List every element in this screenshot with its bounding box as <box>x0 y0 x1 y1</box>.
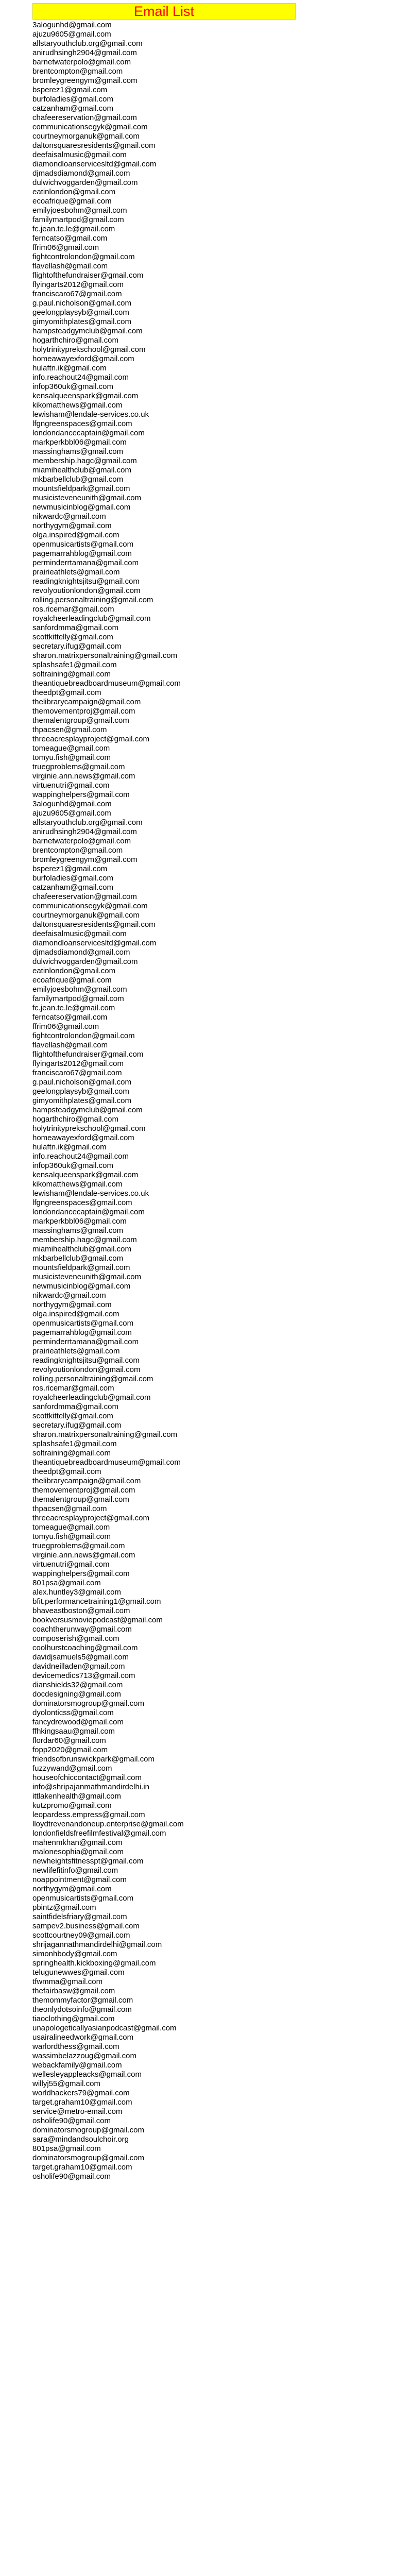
email-list-item: tomeague@gmail.com <box>32 744 110 753</box>
email-list-item: kensalqueenspark@gmail.com <box>32 392 139 400</box>
email-list-item: openmusicartists@gmail.com <box>32 540 134 549</box>
email-list-item: tiaoclothing@gmail.com <box>32 2014 115 2023</box>
email-list-item: newlifefitinfo@gmail.com <box>32 1866 118 1875</box>
email-list-item: scottcourtney09@gmail.com <box>32 1931 130 1940</box>
email-list-item: osholife90@gmail.com <box>32 2116 111 2125</box>
email-list-item: secretary.ifug@gmail.com <box>32 1421 122 1430</box>
email-list-item: composerish@gmail.com <box>32 1634 119 1643</box>
email-list-item: service@metro-email.com <box>32 2107 123 2116</box>
email-list-item: lfgngreenspaces@gmail.com <box>32 1198 132 1207</box>
email-list-item: massinghams@gmail.com <box>32 1226 124 1235</box>
email-list-item: pagemarrahblog@gmail.com <box>32 1328 132 1337</box>
email-list-item: sampev2.business@gmail.com <box>32 1922 140 1930</box>
email-list-item: g.paul.nicholson@gmail.com <box>32 299 131 308</box>
email-list-item: hulaftn.ik@gmail.com <box>32 1143 107 1151</box>
email-list-item: prairieathlets@gmail.com <box>32 1347 120 1355</box>
email-list-item: newheightsfitnesspt@gmail.com <box>32 1857 144 1866</box>
email-list-item: dyolonticss@gmail.com <box>32 1708 114 1717</box>
email-list-item: anirudhsingh2904@gmail.com <box>32 827 137 836</box>
email-list-item: gimyomithplates@gmail.com <box>32 317 131 326</box>
email-list-item: saintfidelsfriary@gmail.com <box>32 1912 127 1921</box>
email-list-item: kensalqueenspark@gmail.com <box>32 1171 139 1179</box>
email-list-item: hampsteadgymclub@gmail.com <box>32 1106 143 1114</box>
email-list-item: deefaisalmusic@gmail.com <box>32 150 127 159</box>
email-list-item: lewisham@lendale-services.co.uk <box>32 1189 149 1198</box>
email-list-item: miamihealthclub@gmail.com <box>32 1245 131 1253</box>
email-list-item: ferncatso@gmail.com <box>32 1013 108 1022</box>
email-list-item: lfgngreenspaces@gmail.com <box>32 419 132 428</box>
email-list-item: bromleygreengym@gmail.com <box>32 76 138 85</box>
email-list-item: 3alogunhd@gmail.com <box>32 21 112 29</box>
email-list-item: eatinlondon@gmail.com <box>32 188 116 196</box>
email-list-item: target.graham10@gmail.com <box>32 2098 132 2107</box>
email-list-item: openmusicartists@gmail.com <box>32 1319 134 1328</box>
email-list-item: ffrim06@gmail.com <box>32 1022 99 1031</box>
email-list-item: readingknightsjitsu@gmail.com <box>32 1356 140 1365</box>
email-list-item: coolhurstcoaching@gmail.com <box>32 1643 138 1652</box>
email-list-item: ferncatso@gmail.com <box>32 234 108 243</box>
email-list-item: pagemarrahblog@gmail.com <box>32 549 132 558</box>
email-list-item: scottkittelly@gmail.com <box>32 633 113 641</box>
email-list-item: docdesigning@gmail.com <box>32 1690 121 1699</box>
email-list-item: themovementproj@gmail.com <box>32 1486 135 1495</box>
email-list-item: telugunewwes@gmail.com <box>32 1968 125 1977</box>
email-list-item: markperkbbl06@gmail.com <box>32 438 127 447</box>
email-list-item: catzanham@gmail.com <box>32 104 113 113</box>
email-list-item: emilyjoesbohm@gmail.com <box>32 206 127 215</box>
email-list-item: tomyu.fish@gmail.com <box>32 753 111 762</box>
email-list-item: hampsteadgymclub@gmail.com <box>32 327 143 335</box>
email-list-item: readingknightsjitsu@gmail.com <box>32 577 140 586</box>
email-list-item: usairalineedwork@gmail.com <box>32 2033 134 2042</box>
email-list-item: flordar60@gmail.com <box>32 1736 106 1745</box>
email-list-item: massinghams@gmail.com <box>32 447 124 456</box>
email-list-item: burfoladies@gmail.com <box>32 874 113 883</box>
email-list-item: friendsofbrunswickpark@gmail.com <box>32 1755 154 1764</box>
email-list-item: flightofthefundraiser@gmail.com <box>32 271 144 280</box>
email-list-item: fuzzywand@gmail.com <box>32 1764 112 1773</box>
email-list-item: coachtherunway@gmail.com <box>32 1625 132 1634</box>
email-list-item: wellesleyappleacks@gmail.com <box>32 2070 142 2079</box>
email-list-item: familymartpod@gmail.com <box>32 994 124 1003</box>
email-list-item: infop360uk@gmail.com <box>32 1161 113 1170</box>
email-list-item: ajuzu9605@gmail.com <box>32 809 111 818</box>
email-list-item: bsperez1@gmail.com <box>32 865 108 873</box>
email-list-item: openmusicartists@gmail.com <box>32 1894 134 1903</box>
email-list-item: fc.jean.te.le@gmail.com <box>32 1004 115 1012</box>
email-list-item: perminderrtamana@gmail.com <box>32 1337 139 1346</box>
email-list-item: olga.inspired@gmail.com <box>32 1310 119 1318</box>
email-list-item: mountsfieldpark@gmail.com <box>32 1263 130 1272</box>
email-list-item: hulaftn.ik@gmail.com <box>32 364 107 372</box>
email-list-item: willyj55@gmail.com <box>32 2079 100 2088</box>
email-list-item: communicationsegyk@gmail.com <box>32 902 148 910</box>
email-list-item: devicemedics713@gmail.com <box>32 1671 135 1680</box>
email-list-item: splashsafe1@gmail.com <box>32 660 117 669</box>
email-list-item: chafeereservation@gmail.com <box>32 113 137 122</box>
email-list-item: truegproblems@gmail.com <box>32 762 125 771</box>
email-list-item: scottkittelly@gmail.com <box>32 1412 113 1420</box>
email-list-item: wappinghelpers@gmail.com <box>32 1569 130 1578</box>
email-list-item: malonesophia@gmail.com <box>32 1848 124 1856</box>
email-list-item: houseofchiccontact@gmail.com <box>32 1773 142 1782</box>
email-list-item: kikomatthews@gmail.com <box>32 401 123 410</box>
email-list-item: virtuenutri@gmail.com <box>32 1560 110 1569</box>
email-list-item: dulwichvoggarden@gmail.com <box>32 178 138 187</box>
email-list-item: pbintz@gmail.com <box>32 1903 96 1912</box>
email-list-item: miamihealthclub@gmail.com <box>32 466 131 474</box>
email-list <box>32 21 341 2181</box>
email-list-item: eatinlondon@gmail.com <box>32 967 116 975</box>
email-list-item: thpacsen@gmail.com <box>32 1504 107 1513</box>
email-list-item: ajuzu9605@gmail.com <box>32 30 111 39</box>
email-list-item: dominatorsmogroup@gmail.com <box>32 2126 144 2134</box>
email-list-item: royalcheerleadingclub@gmail.com <box>32 614 151 623</box>
email-list-item: brentcompton@gmail.com <box>32 846 123 855</box>
email-list-item: davidneilladen@gmail.com <box>32 1662 125 1671</box>
email-list-item: holytrinityprekschool@gmail.com <box>32 345 146 354</box>
email-list-item: franciscaro67@gmail.com <box>32 1069 122 1077</box>
email-list-item: themovementproj@gmail.com <box>32 707 135 716</box>
email-list-item: shrijagannathmandirdelhi@gmail.com <box>32 1940 162 1949</box>
email-list-item: unapologeticallyasianpodcast@gmail.com <box>32 2024 177 2032</box>
email-list-item: info@shripajanmathmandirdelhi.in <box>32 1783 150 1791</box>
email-list-item: bsperez1@gmail.com <box>32 86 108 94</box>
email-list-item: homeawayexford@gmail.com <box>32 1133 134 1142</box>
email-list-item: sharon.matrixpersonaltraining@gmail.com <box>32 1430 178 1439</box>
email-list-item: thefairbasw@gmail.com <box>32 1987 115 1995</box>
email-list-item: lloydtrevenandoneup.enterprise@gmail.com <box>32 1820 184 1828</box>
email-list-item: newmusicinblog@gmail.com <box>32 1282 131 1291</box>
email-list-item: emilyjoesbohm@gmail.com <box>32 985 127 994</box>
email-list-item: thelibrarycampaign@gmail.com <box>32 1477 141 1485</box>
email-list-item: anirudhsingh2904@gmail.com <box>32 48 137 57</box>
email-list-item: dianshields32@gmail.com <box>32 1681 123 1689</box>
email-list-item: prairieathlets@gmail.com <box>32 568 120 577</box>
email-list-item: brentcompton@gmail.com <box>32 67 123 76</box>
email-list-item: fopp2020@gmail.com <box>32 1745 108 1754</box>
email-list-item: threeacresplayproject@gmail.com <box>32 735 149 743</box>
email-list-item: dulwichvoggarden@gmail.com <box>32 957 138 966</box>
email-list-item: lewisham@lendale-services.co.uk <box>32 410 149 419</box>
email-list-item: ros.ricemar@gmail.com <box>32 605 114 614</box>
email-list-item: hogarthchiro@gmail.com <box>32 1115 118 1124</box>
email-list-item: 3alogunhd@gmail.com <box>32 800 112 808</box>
email-list-item: virginie.ann.news@gmail.com <box>32 1551 135 1560</box>
email-list-item: londondancecaptain@gmail.com <box>32 429 145 437</box>
email-list-item: burfoladies@gmail.com <box>32 95 113 104</box>
email-list-item: simonhbody@gmail.com <box>32 1950 117 1958</box>
email-list-item: flyingarts2012@gmail.com <box>32 280 124 289</box>
email-list-item: mkbarbellclub@gmail.com <box>32 475 124 484</box>
email-list-item: alex.huntley3@gmail.com <box>32 1588 121 1597</box>
email-list-item: franciscaro67@gmail.com <box>32 290 122 298</box>
email-list-item: homeawayexford@gmail.com <box>32 354 134 363</box>
email-list-item: info.reachout24@gmail.com <box>32 373 129 382</box>
email-list-item: tfwmma@gmail.com <box>32 1977 103 1986</box>
email-list-item: tomyu.fish@gmail.com <box>32 1532 111 1541</box>
email-list-item: 801psa@gmail.com <box>32 1579 101 1587</box>
email-list-item: noappointment@gmail.com <box>32 1875 127 1884</box>
email-list-item: fc.jean.te.le@gmail.com <box>32 225 115 233</box>
email-list-item: djmadsdiamond@gmail.com <box>32 169 130 178</box>
email-list-item: themommyfactor@gmail.com <box>32 1996 133 2005</box>
email-list-item: secretary.ifug@gmail.com <box>32 642 122 651</box>
page-title: Email List <box>133 3 195 19</box>
email-list-item: sanfordmma@gmail.com <box>32 1402 118 1411</box>
email-list-item: barnetwaterpolo@gmail.com <box>32 58 131 66</box>
email-list-item: ecoafrique@gmail.com <box>32 197 112 206</box>
email-list-item: bookversusmoviepodcast@gmail.com <box>32 1616 163 1624</box>
email-list-item: warlordthess@gmail.com <box>32 2042 119 2051</box>
email-list-item: londonfieldsfreefilmfestival@gmail.com <box>32 1829 166 1838</box>
email-list-item: kutzpromo@gmail.com <box>32 1801 112 1810</box>
email-list-item: northygym@gmail.com <box>32 1885 112 1893</box>
email-list-item: membership.hagc@gmail.com <box>32 1235 137 1244</box>
email-list-item: rolling.personaltraining@gmail.com <box>32 596 153 604</box>
email-list-header <box>32 3 296 20</box>
email-list-item: markperkbbl06@gmail.com <box>32 1217 127 1226</box>
email-list-item: theantiquebreadboardmuseum@gmail.com <box>32 679 181 688</box>
email-list-item: geelongplaysyb@gmail.com <box>32 308 129 317</box>
email-list-item: sharon.matrixpersonaltraining@gmail.com <box>32 651 178 660</box>
email-list-item: target.graham10@gmail.com <box>32 2163 132 2172</box>
email-list-item: rolling.personaltraining@gmail.com <box>32 1375 153 1383</box>
email-list-item: courtneymorganuk@gmail.com <box>32 132 140 141</box>
email-list-item: allstaryouthclub.org@gmail.com <box>32 818 143 827</box>
email-list-item: revolyoutionlondon@gmail.com <box>32 586 141 595</box>
email-list-item: themalentgroup@gmail.com <box>32 1495 129 1504</box>
email-list-item: mahenmkhan@gmail.com <box>32 1838 123 1847</box>
email-list-item: mountsfieldpark@gmail.com <box>32 484 130 493</box>
email-list-item: leopardess.empress@gmail.com <box>32 1810 145 1819</box>
email-list-item: mkbarbellclub@gmail.com <box>32 1254 124 1263</box>
email-list-item: 801psa@gmail.com <box>32 2144 101 2153</box>
email-list-item: springhealth.kickboxing@gmail.com <box>32 1959 156 1968</box>
email-list-item: courtneymorganuk@gmail.com <box>32 911 140 920</box>
email-list-item: dominatorsmogroup@gmail.com <box>32 1699 144 1708</box>
email-list-item: fightcontrolondon@gmail.com <box>32 252 135 261</box>
email-list-item: gimyomithplates@gmail.com <box>32 1096 131 1105</box>
email-list-item: g.paul.nicholson@gmail.com <box>32 1078 131 1087</box>
email-list-item: wappinghelpers@gmail.com <box>32 790 130 799</box>
email-list-item: chafeereservation@gmail.com <box>32 892 137 901</box>
email-list-item: infop360uk@gmail.com <box>32 382 113 391</box>
email-list-item: theedpt@gmail.com <box>32 1467 101 1476</box>
email-list-item: ffrim06@gmail.com <box>32 243 99 252</box>
email-list-item: webackfamily@gmail.com <box>32 2061 122 2070</box>
email-list-item: membership.hagc@gmail.com <box>32 456 137 465</box>
email-list-item: familymartpod@gmail.com <box>32 215 124 224</box>
email-list-item: threeacresplayproject@gmail.com <box>32 1514 149 1522</box>
email-list-item: splashsafe1@gmail.com <box>32 1439 117 1448</box>
email-list-item: virginie.ann.news@gmail.com <box>32 772 135 781</box>
email-list-item: nikwardc@gmail.com <box>32 512 106 521</box>
email-list-item: sara@mindandsoulchoir.org <box>32 2135 129 2144</box>
email-list-item: dominatorsmogroup@gmail.com <box>32 2154 144 2162</box>
email-list-item: djmadsdiamond@gmail.com <box>32 948 130 957</box>
email-list-item: daltonsquaresresidents@gmail.com <box>32 141 156 150</box>
email-list-item: fightcontrolondon@gmail.com <box>32 1031 135 1040</box>
email-list-item: newmusicinblog@gmail.com <box>32 503 131 512</box>
email-list-item: thpacsen@gmail.com <box>32 725 107 734</box>
email-list-item: hogarthchiro@gmail.com <box>32 336 118 345</box>
email-list-item: allstaryouthclub.org@gmail.com <box>32 39 143 48</box>
email-list-item: soltraining@gmail.com <box>32 1449 111 1458</box>
email-list-item: flyingarts2012@gmail.com <box>32 1059 124 1068</box>
email-list-item: theonlydotsoinfo@gmail.com <box>32 2005 132 2014</box>
email-list-item: bromleygreengym@gmail.com <box>32 855 138 864</box>
email-list-item: flightofthefundraiser@gmail.com <box>32 1050 144 1059</box>
email-list-item: londondancecaptain@gmail.com <box>32 1208 145 1216</box>
email-list-item: tomeague@gmail.com <box>32 1523 110 1532</box>
email-list-item: northygym@gmail.com <box>32 1300 112 1309</box>
email-list-item: virtuenutri@gmail.com <box>32 781 110 790</box>
email-list-item: soltraining@gmail.com <box>32 670 111 679</box>
email-list-item: thelibrarycampaign@gmail.com <box>32 698 141 706</box>
email-list-item: geelongplaysyb@gmail.com <box>32 1087 129 1096</box>
email-list-item: diamondloanservicesltd@gmail.com <box>32 939 157 947</box>
email-list-item: royalcheerleadingclub@gmail.com <box>32 1393 151 1402</box>
email-list-item: ittlakenhealth@gmail.com <box>32 1792 121 1801</box>
email-list-item: communicationsegyk@gmail.com <box>32 123 148 131</box>
email-list-item: fancydrewood@gmail.com <box>32 1718 124 1726</box>
email-list-item: theantiquebreadboardmuseum@gmail.com <box>32 1458 181 1467</box>
email-list-item: catzanham@gmail.com <box>32 883 113 892</box>
email-list-item: ecoafrique@gmail.com <box>32 976 112 985</box>
email-list-item: info.reachout24@gmail.com <box>32 1152 129 1161</box>
email-list-item: holytrinityprekschool@gmail.com <box>32 1124 146 1133</box>
email-list-item: wassimbelazzoug@gmail.com <box>32 2052 136 2060</box>
email-list-item: ffhkingsaau@gmail.com <box>32 1727 115 1736</box>
email-list-item: olga.inspired@gmail.com <box>32 531 119 539</box>
email-list-item: diamondloanservicesltd@gmail.com <box>32 160 157 168</box>
email-list-item: bhaveastboston@gmail.com <box>32 1606 130 1615</box>
email-list-item: northygym@gmail.com <box>32 521 112 530</box>
email-list-item: kikomatthews@gmail.com <box>32 1180 123 1189</box>
email-list-item: flavellash@gmail.com <box>32 262 108 270</box>
email-list-item: perminderrtamana@gmail.com <box>32 558 139 567</box>
email-list-item: worldhackers79@gmail.com <box>32 2089 130 2097</box>
email-list-item: sanfordmma@gmail.com <box>32 623 118 632</box>
email-list-item: daltonsquaresresidents@gmail.com <box>32 920 156 929</box>
email-list-item: davidjsamuels5@gmail.com <box>32 1653 129 1662</box>
email-list-item: musicisteveneunith@gmail.com <box>32 1273 142 1281</box>
email-list-item: revolyoutionlondon@gmail.com <box>32 1365 141 1374</box>
email-list-item: themalentgroup@gmail.com <box>32 716 129 725</box>
email-list-item: truegproblems@gmail.com <box>32 1541 125 1550</box>
email-list-item: flavellash@gmail.com <box>32 1041 108 1049</box>
email-list-item: osholife90@gmail.com <box>32 2172 111 2181</box>
email-list-item: ros.ricemar@gmail.com <box>32 1384 114 1393</box>
email-list-item: deefaisalmusic@gmail.com <box>32 929 127 938</box>
email-list-item: theedpt@gmail.com <box>32 688 101 697</box>
email-list-item: barnetwaterpolo@gmail.com <box>32 837 131 845</box>
email-list-item: musicisteveneunith@gmail.com <box>32 494 142 502</box>
email-list-item: nikwardc@gmail.com <box>32 1291 106 1300</box>
email-list-item: bfit.performancetraining1@gmail.com <box>32 1597 161 1606</box>
